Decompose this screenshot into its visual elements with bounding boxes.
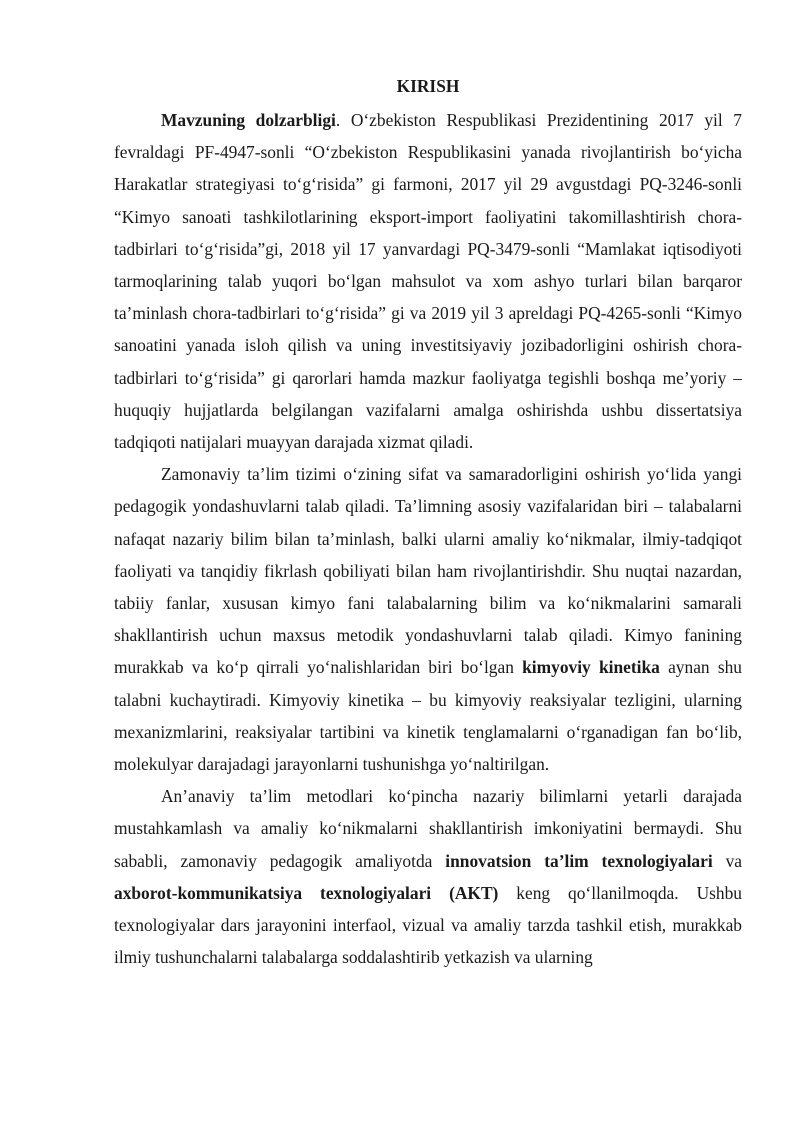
page-title: KIRISH [396,76,460,96]
paragraph-text: va [712,850,742,871]
paragraph-heading: Mavzuning dolzarbligi [161,110,336,130]
bold-term-innovative-technologies: innovatsion ta’lim texnologiyalari [445,850,713,871]
paragraph-text: aynan shu talabni kuchaytiradi. Kimyoviy kinetika – bu kimyoviy reaksiyalar tezligini, ularning mexanizmlarini, reaksiyalar tartibini va kinetik tenglamalarni o‘rganadigan fan bo‘lib, molekulyar darajadagi jarayonlarni tushunishga yo‘naltirilgan. [114,657,742,775]
bold-term-ict: axborot-kommunikatsiya texnologiyalari (AKT) [114,882,499,903]
paragraph-relevance [114,104,742,458]
paragraph-text: Zamonaviy ta’lim tizimi o‘zining sifat va samaradorligini oshirish yo‘lida yangi pedagogik yondashuvlarni talab qiladi. Ta’limning asosiy vazifalaridan biri – talabalarni nafaqat nazariy bilim bilan ta’minlash, balki ularni amaliy ko‘nikmalar, ilmiy-tadqiqot faoliyati va tanqidiy fikrlash qobiliyati bilan ham rivojlantirishdir. Shu nuqtai nazardan, tabiiy fanlar, xususan kimyo fani talabalarning bilim va ko‘nikmalarini samarali shakllantirish uchun maxsus metodik yondashuvlarni talab qiladi. Kimyo fanining murakkab va ko‘p qirrali yo‘nalishlaridan biri bo‘lgan [114,464,742,678]
bold-term-chemical-kinetics: kimyoviy kinetika [522,657,660,678]
paragraph-traditional-methods [114,780,742,973]
paragraph-text: . O‘zbekiston Respublikasi Prezidentining 2017 yil 7 fevraldagi PF-4947-sonli “O‘zbekiston Respublikasini yanada rivojlantirish bo‘yicha Harakatlar strategiyasi to‘g‘risida” gi farmoni, 2017 yil 29 avgustdagi PQ-3246-sonli “Kimyo sanoati tashkilotlarining eksport-import faoliyatini takomillashtirish chora-tadbirlari to‘g‘risida”gi, 2018 yil 17 yanvardagi PQ-3479-sonli “Mamlakat iqtisodiyoti tarmoqlarining talab yuqori bo‘lgan mahsulot va xom ashyo turlari bilan barqaror ta’minlash chora-tadbirlari to‘g‘risida” gi va 2019 yil 3 apreldagi PQ-4265-sonli “Kimyo sanoatini yanada isloh qilish va uning investitsiyaviy jozibadorligini oshirish chora-tadbirlari to‘g‘risida” gi qarorlari hamda mazkur faoliyatga tegishli boshqa me’yoriy – huquqiy hujjatlarda belgilangan vazifalarni amalga oshirishda ushbu dissertatsiya tadqiqoti natijalari muayyan darajada xizmat qiladi. [114,110,742,453]
paragraph-modern-education [114,458,742,780]
paragraph-text: keng qo‘llanilmoqda. Ushbu texnologiyalar dars jarayonini interfaol, vizual va amaliy tarzda tashkil etish, murakkab ilmiy tushunchalarni talabalarga soddalashtirib yetkazish va ularning [114,882,742,968]
paragraph-text: An’anaviy ta’lim metodlari ko‘pincha nazariy bilimlarni yetarli darajada mustahkamlash va amaliy ko‘nikmalarni shakllantirish imkoniyatini bermaydi. Shu sababli, zamonaviy pedagogik amaliyotda [114,786,742,871]
document-page [114,68,742,973]
